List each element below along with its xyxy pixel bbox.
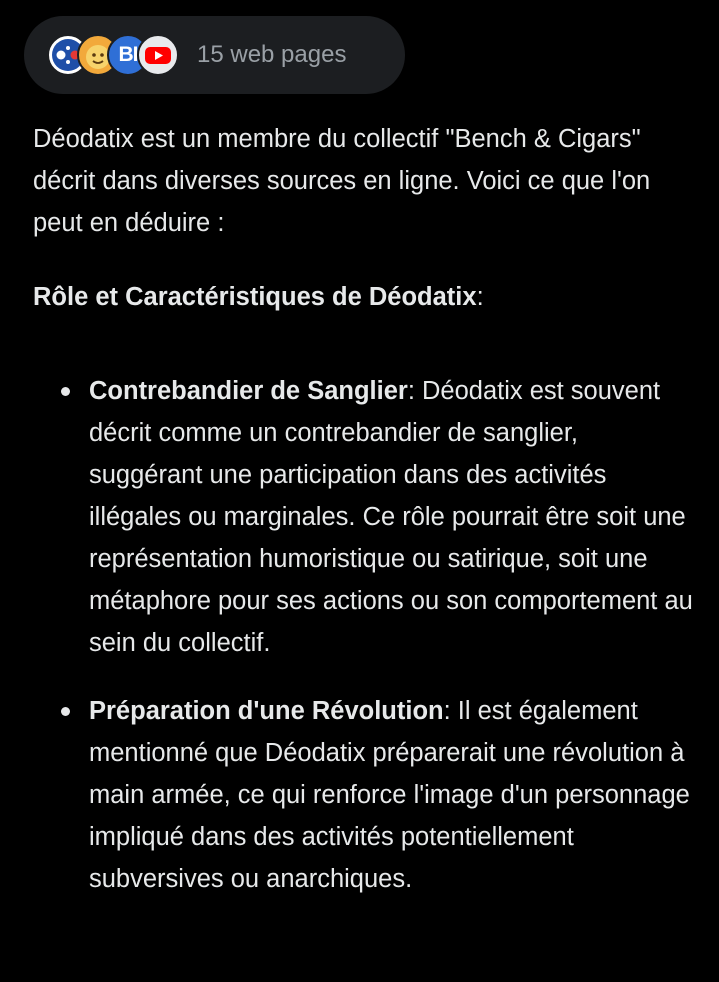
- source-bi-icon: BI: [107, 34, 149, 76]
- bullet-dot: [61, 387, 70, 396]
- bullet-list: [33, 370, 693, 900]
- source-icons: [47, 35, 179, 75]
- bullet-dot: [61, 707, 70, 716]
- web-pages-count: 15 web pages: [197, 41, 347, 68]
- section-heading: [33, 276, 693, 318]
- youtube-icon: [137, 34, 179, 76]
- list-item-title: Préparation d'une Révolution: [89, 697, 444, 725]
- list-item: [33, 370, 693, 664]
- list-item-text: : Déodatix est souvent décrit comme un contrebandier de sanglier, suggérant une participation dans des activités illégales ou marginales. Ce rôle pourrait être soit une représentation humoristique ou satirique, soit une métaphore pour ses actions ou son comportement au sein du collectif.: [89, 377, 693, 657]
- sources-button[interactable]: [24, 16, 405, 94]
- list-item-text: : Il est également mentionné que Déodatix préparerait une révolution à main armée, ce qui renforce l'image d'un personnage impliqué dans des activités potentiellement subversives ou anarchiques.: [89, 697, 690, 893]
- list-item-title: Contrebandier de Sanglier: [89, 377, 408, 405]
- section-heading-suffix: :: [476, 283, 484, 311]
- intro-paragraph: Déodatix est un membre du collectif "Bench & Cigars" décrit dans diverses sources en ligne. Voici ce que l'on peut en déduire :: [33, 125, 651, 237]
- answer-content: [33, 118, 693, 926]
- list-item: [33, 690, 693, 900]
- section-heading-text: Rôle et Caractéristiques de Déodatix: [33, 283, 477, 311]
